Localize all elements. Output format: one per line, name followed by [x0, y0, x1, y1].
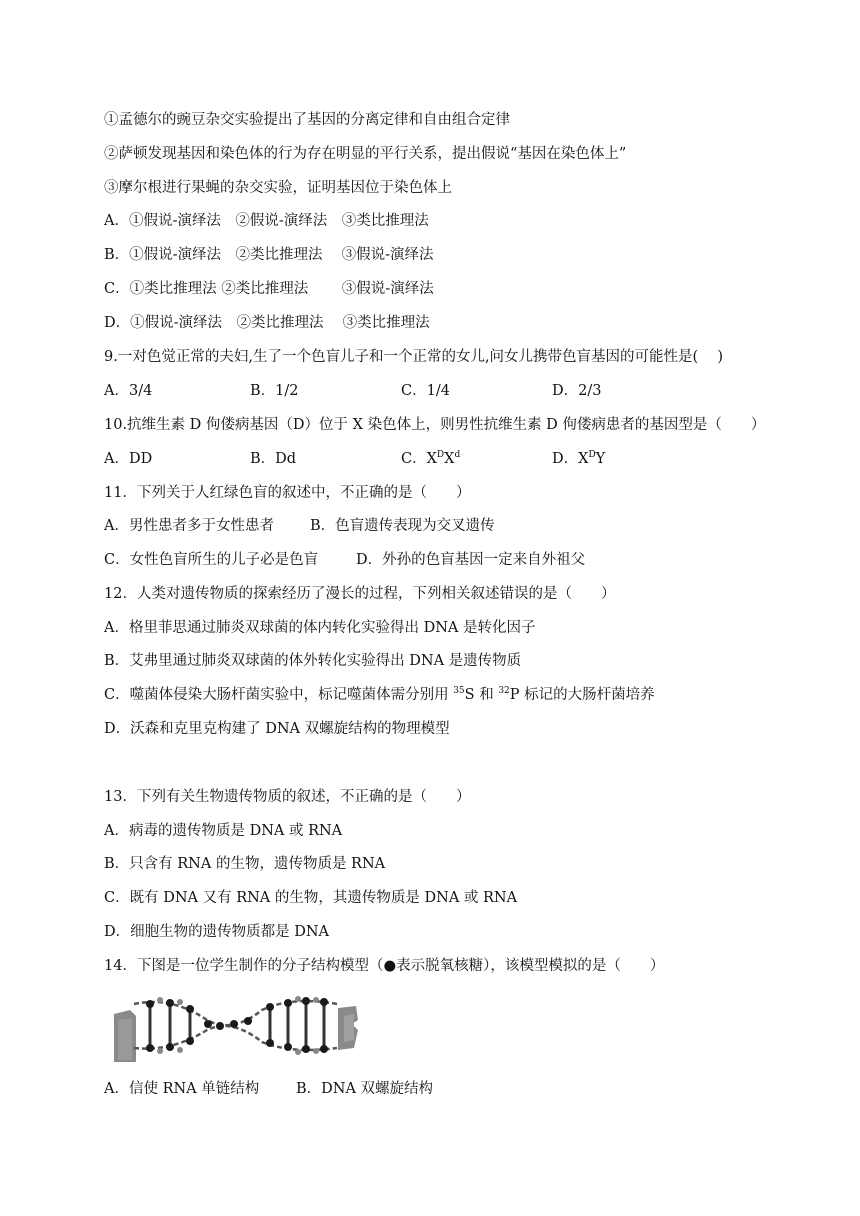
q12-option-d: D．沃森和克里克构建了 DNA 双螺旋结构的物理模型 — [104, 721, 450, 737]
q11-option-d: D．外孙的色盲基因一定来自外祖父 — [356, 552, 586, 568]
q8-option-d: D．①假说-演绎法 ②类比推理法 ③类比推理法 — [104, 315, 430, 331]
q13-option-d: D．细胞生物的遗传物质都是 DNA — [104, 924, 330, 940]
q11-options-row-2 — [104, 550, 804, 570]
q10-stem: 10.抗维生素 D 佝偻病基因（D）位于 X 染色体上，则男性抗维生素 D 佝偻病患者的基因型是（ ） — [104, 417, 766, 433]
q9-option-a: A．3/4 — [104, 383, 153, 399]
q13-option-b: B．只含有 RNA 的生物，遗传物质是 RNA — [104, 856, 386, 872]
statement-3: ③摩尔根进行果蝇的杂交实验，证明基因位于染色体上 — [104, 180, 452, 196]
q13-option-a: A．病毒的遗传物质是 DNA 或 RNA — [104, 823, 343, 839]
q13-option-c: C．既有 DNA 又有 RNA 的生物，其遗传物质是 DNA 或 RNA — [104, 890, 518, 906]
q14-options-row-1 — [104, 1079, 804, 1099]
q13-stem: 13．下列有关生物遗传物质的叙述，不正确的是（ ） — [104, 789, 471, 805]
q10-option-b: B．Dd — [250, 451, 297, 467]
q8-option-a: A．①假说-演绎法 ②假说-演绎法 ③类比推理法 — [104, 213, 429, 229]
dna-model-figure — [112, 990, 362, 1062]
q12-option-a: A．格里菲思通过肺炎双球菌的体内转化实验得出 DNA 是转化因子 — [104, 620, 536, 636]
q11-stem: 11．下列关于人红绿色盲的叙述中，不正确的是（ ） — [104, 485, 471, 501]
q11-option-b: B．色盲遗传表现为交叉遗传 — [310, 518, 495, 534]
q9-option-d: D．2/3 — [552, 383, 602, 399]
q9-stem: 9.一对色觉正常的夫妇,生了一个色盲儿子和一个正常的女儿,问女儿携带色盲基因的可能性是( ) — [104, 349, 723, 365]
q14-option-a: A．信使 RNA 单链结构 — [104, 1081, 260, 1097]
q10-option-a: A．DD — [104, 451, 153, 467]
q9-option-b: B．1/2 — [250, 383, 299, 399]
q11-option-a: A．男性患者多于女性患者 — [104, 518, 274, 534]
q14-option-b: B．DNA 双螺旋结构 — [296, 1081, 434, 1097]
q11-option-c: C．女性色盲所生的儿子必是色盲 — [104, 552, 319, 568]
q9-options — [104, 381, 804, 401]
q12-stem: 12．人类对遗传物质的探索经历了漫长的过程，下列相关叙述错误的是（ ） — [104, 586, 616, 602]
dna-model-photo-icon — [112, 990, 362, 1062]
q10-options — [104, 449, 804, 469]
statement-1: ①孟德尔的豌豆杂交实验提出了基因的分离定律和自由组合定律 — [104, 112, 510, 128]
statement-2: ②萨顿发现基因和染色体的行为存在明显的平行关系，提出假说“基因在染色体上” — [104, 146, 627, 162]
q12-option-b: B．艾弗里通过肺炎双球菌的体外转化实验得出 DNA 是遗传物质 — [104, 653, 522, 669]
q11-options-row-1 — [104, 516, 804, 536]
q12-option-c: C．噬菌体侵染大肠杆菌实验中，标记噬菌体需分别用 $^{35}$S 和 $^{32}$P 标记的大肠杆菌培养 — [104, 686, 655, 703]
q10-option-c: C．$X^DX^d$ — [401, 450, 461, 467]
q9-option-c: C．1/4 — [401, 383, 450, 399]
q10-option-d: D．$X^DY$ — [552, 450, 606, 467]
q8-option-b: B．①假说-演绎法 ②类比推理法 ③假说-演绎法 — [104, 247, 434, 263]
q14-stem: 14．下图是一位学生制作的分子结构模型（●表示脱氧核糖），该模型模拟的是（ ） — [104, 958, 665, 974]
q8-option-c: C．①类比推理法 ②类比推理法 ③假说-演绎法 — [104, 281, 434, 297]
